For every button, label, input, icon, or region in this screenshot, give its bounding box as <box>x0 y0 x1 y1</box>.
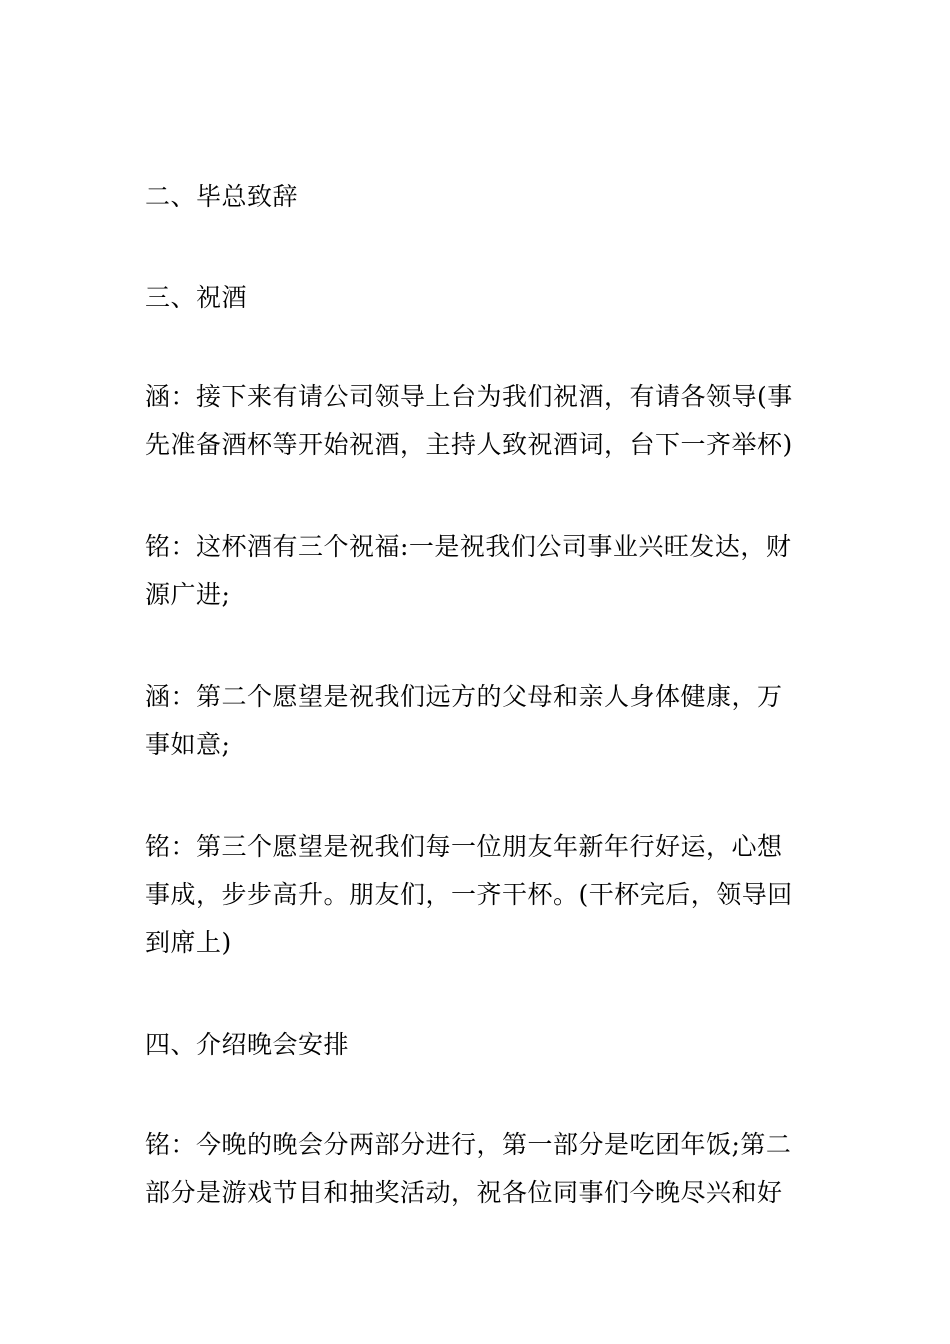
dialogue-paragraph: 铭：今晚的晚会分两部分进行，第一部分是吃团年饭;第二 部分是游戏节目和抽奖活动，祝各位同事们今晚尽兴和好 <box>145 1130 792 1207</box>
dialogue-paragraph: 涵：接下来有请公司领导上台为我们祝酒，有请各领导(事 先准备酒杯等开始祝酒，主持人致祝酒词，台下一齐举杯) <box>145 382 793 459</box>
section-heading-speech: 二、毕总致辞 <box>145 182 299 211</box>
dialogue-paragraph: 涵：第二个愿望是祝我们远方的父母和亲人身体健康，万 事如意; <box>145 682 783 759</box>
dialogue-paragraph: 铭：这杯酒有三个祝福:一是祝我们公司事业兴旺发达，财 源广进; <box>145 532 792 609</box>
dialogue-paragraph: 铭：第三个愿望是祝我们每一位朋友年新年行好运，心想 事成，步步高升。朋友们，一齐干杯。(干杯完后，领导回 到席上) <box>145 832 793 957</box>
section-heading-program: 四、介绍晚会安排 <box>145 1030 350 1059</box>
section-heading-toast: 三、祝酒 <box>145 283 248 312</box>
